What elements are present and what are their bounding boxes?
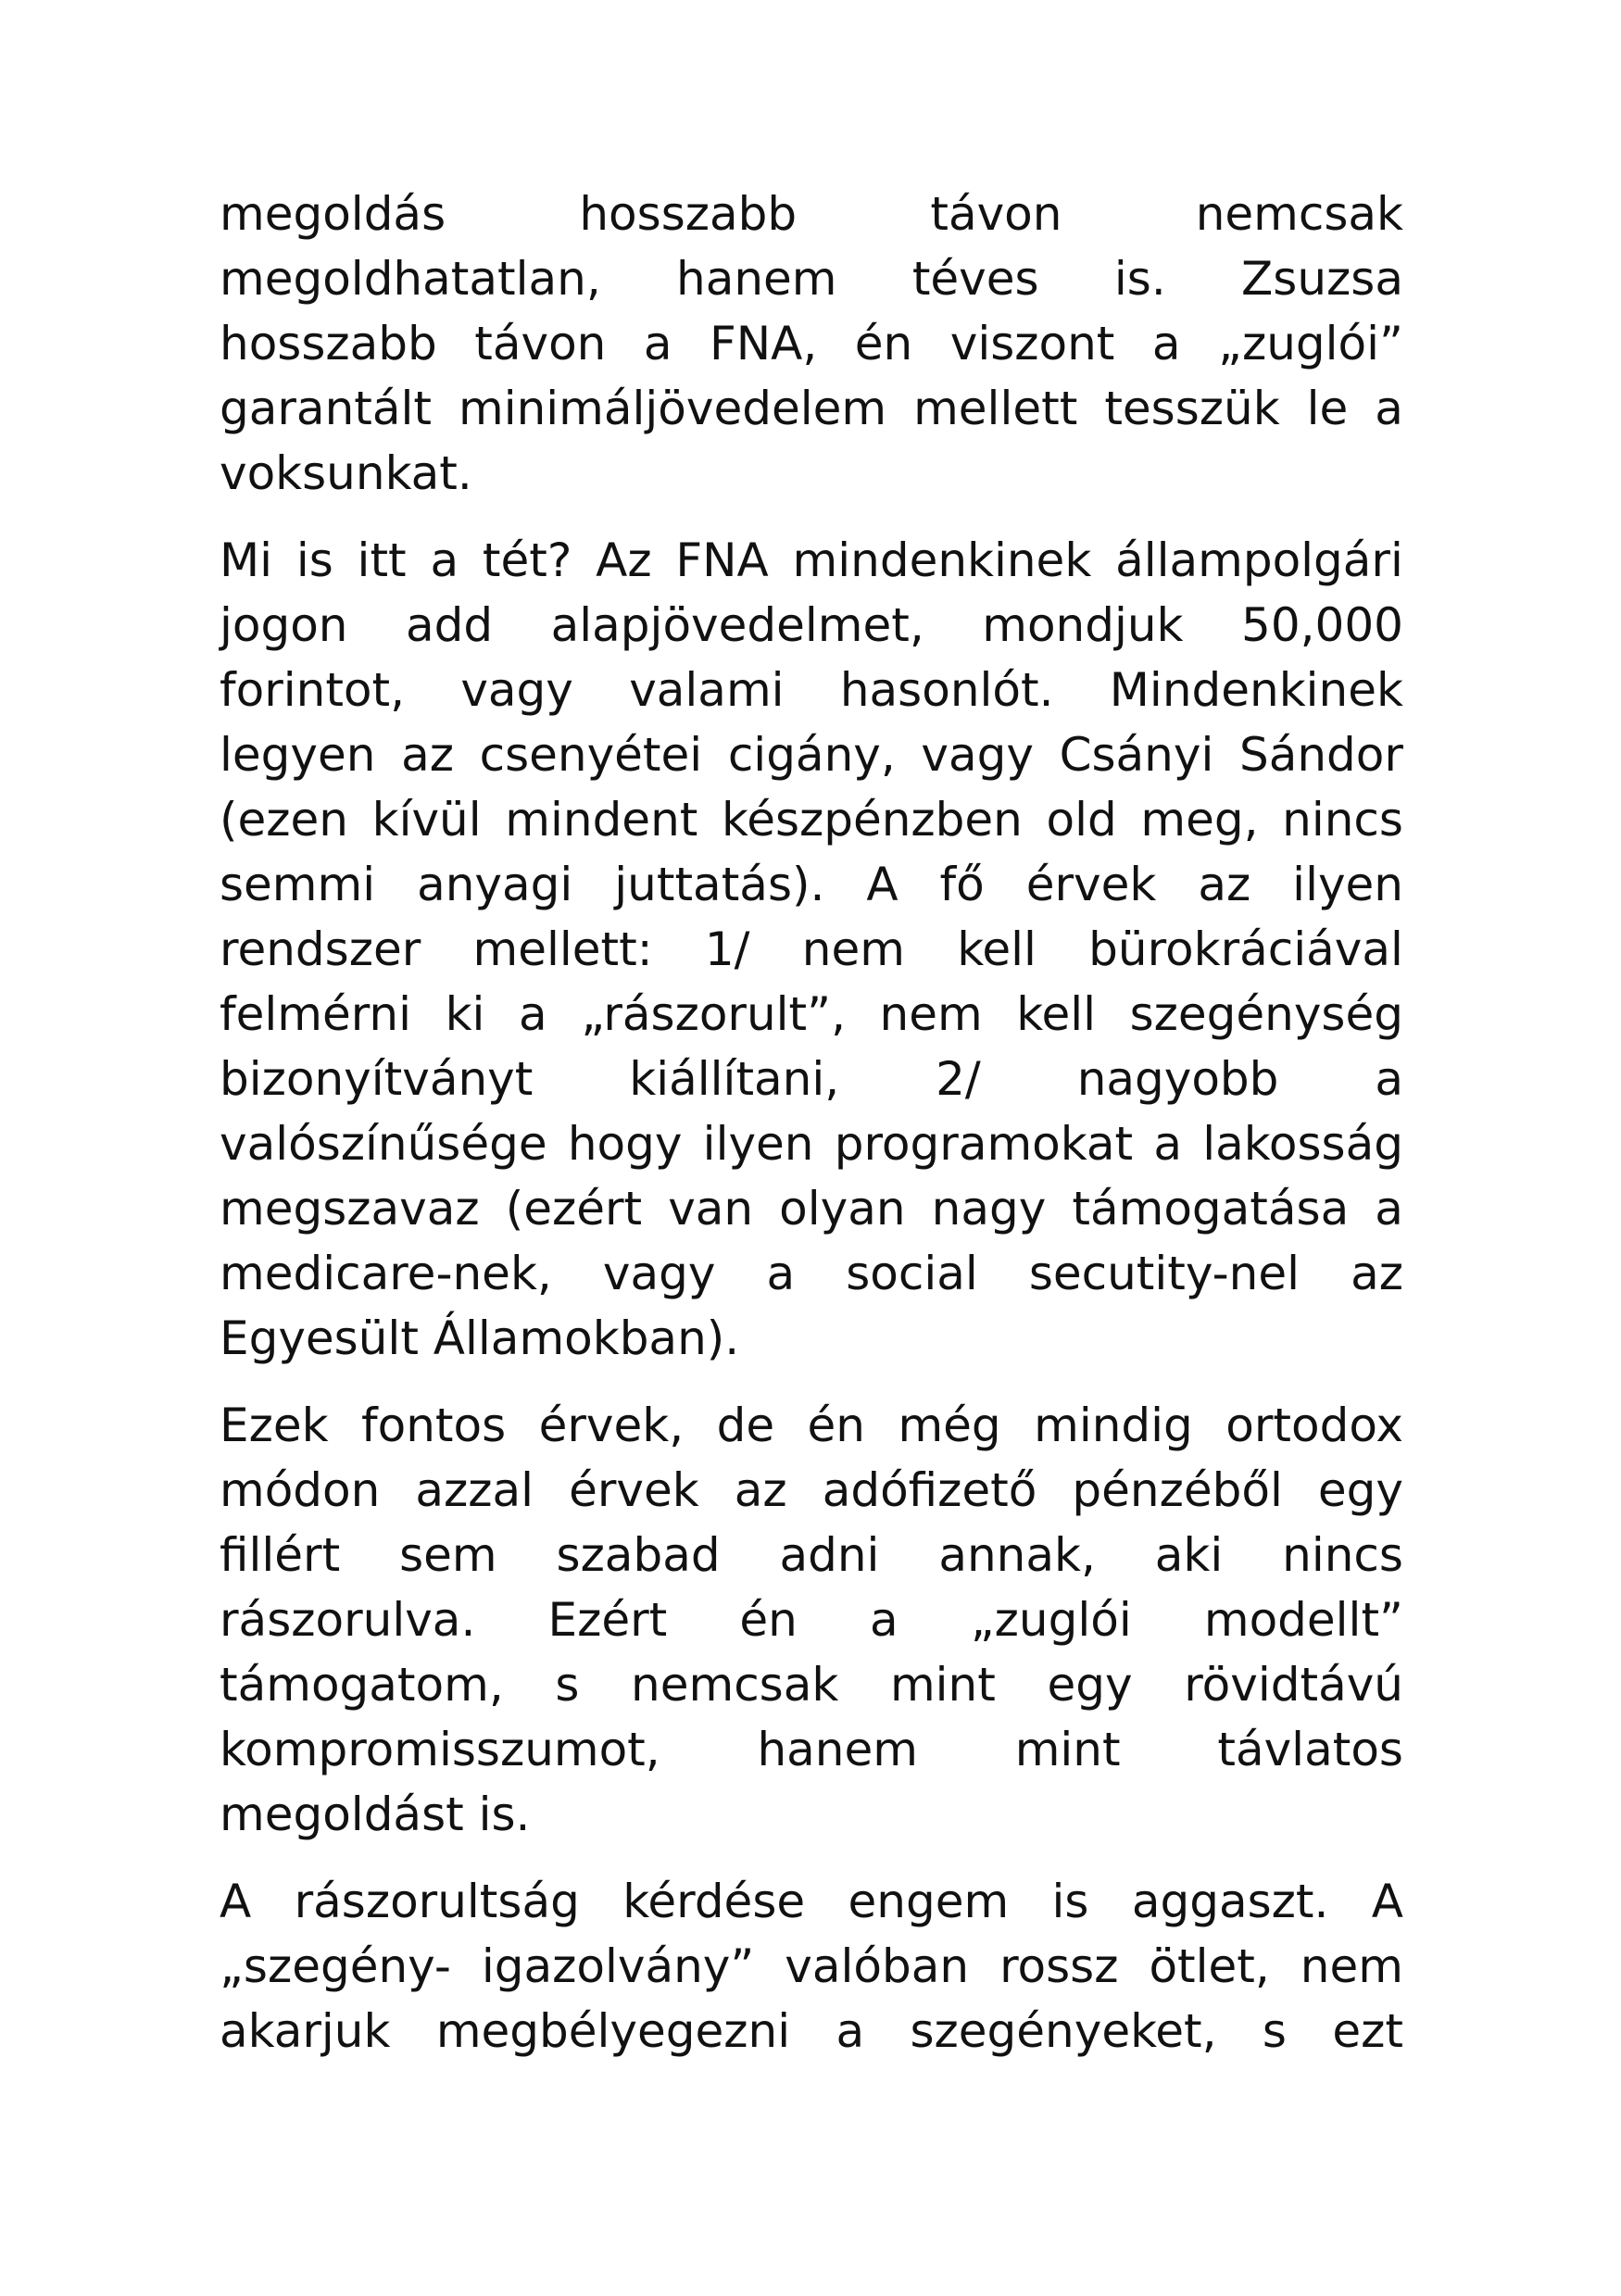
text-line <box>220 1047 1403 1111</box>
word: rászorultság <box>294 1875 580 1928</box>
word: nem <box>879 987 983 1041</box>
text-line <box>220 787 1403 852</box>
word: hanem <box>676 252 837 306</box>
paragraph <box>220 1393 1403 1847</box>
word: mellett <box>913 382 1078 435</box>
word: Zsuzsa <box>1241 252 1403 306</box>
word: felmérni <box>220 987 411 1041</box>
word: alapjövedelmet, <box>550 598 924 652</box>
word: add <box>406 598 494 652</box>
text-line <box>220 593 1403 658</box>
word: érvek, <box>538 1399 685 1452</box>
word: 1/ <box>704 922 750 976</box>
word: pénzéből <box>1072 1463 1283 1517</box>
text-line <box>220 1241 1403 1306</box>
text-line <box>220 1869 1403 1934</box>
word: kell <box>1016 987 1097 1041</box>
word: FNA <box>675 533 769 587</box>
word: csenyétei <box>479 728 703 782</box>
word: megoldás <box>220 187 446 241</box>
word: is. <box>1113 252 1166 306</box>
text-line <box>220 528 1403 593</box>
text-line <box>220 1652 1403 1717</box>
word: Sándor <box>1238 728 1403 782</box>
word: nem <box>1300 1939 1403 1993</box>
word: rossz <box>999 1939 1119 1993</box>
text-line <box>220 246 1403 311</box>
word: 50,000 <box>1241 598 1403 652</box>
word: engem <box>848 1875 1010 1928</box>
text-line <box>220 182 1403 246</box>
text-line <box>220 1176 1403 1241</box>
word: a <box>766 1247 796 1300</box>
text-line <box>220 1934 1403 1999</box>
text-line <box>220 1458 1403 1523</box>
paragraph <box>220 528 1403 1371</box>
word: secutity-nel <box>1028 1247 1300 1300</box>
word: megszavaz <box>220 1182 480 1236</box>
word: vagy <box>460 663 573 717</box>
word: mint <box>889 1658 996 1712</box>
word: kompromisszumot, <box>220 1723 660 1776</box>
word: nem <box>801 922 905 976</box>
word: ilyen <box>1292 858 1403 911</box>
word: a <box>643 317 672 370</box>
word: mondjuk <box>982 598 1184 652</box>
word: érvek <box>569 1463 699 1517</box>
paragraph <box>220 1869 1403 2064</box>
word: Ezért <box>547 1593 668 1647</box>
word: mint <box>1014 1723 1121 1776</box>
paragraph <box>220 182 1403 506</box>
word: tét? <box>482 533 572 587</box>
word: én <box>854 317 913 370</box>
text-line <box>220 1717 1403 1782</box>
word: itt <box>357 533 407 587</box>
word: olyan <box>779 1182 906 1236</box>
word: adni <box>779 1528 880 1582</box>
text-line <box>220 852 1403 917</box>
word: ezt <box>1332 2004 1403 2058</box>
word: a <box>1375 382 1403 435</box>
word: támogatása <box>1072 1182 1350 1236</box>
word: aki <box>1154 1528 1224 1582</box>
word: 2/ <box>936 1052 981 1106</box>
word: érvek <box>1025 858 1157 911</box>
word: rövidtávú <box>1184 1658 1403 1712</box>
word: viszont <box>949 317 1115 370</box>
word: megbélyegezni <box>435 2004 791 2058</box>
word: A <box>220 1875 252 1928</box>
word: igazolvány” <box>481 1939 755 1993</box>
text-line <box>220 658 1403 722</box>
word: fillért <box>220 1528 341 1582</box>
text-line <box>220 1587 1403 1652</box>
word: Az <box>596 533 652 587</box>
word: legyen <box>220 728 376 782</box>
word: is <box>295 533 333 587</box>
word: a <box>1153 1117 1182 1171</box>
word: fontos <box>361 1399 507 1452</box>
word: vagy <box>921 728 1034 782</box>
word: semmi <box>220 858 376 911</box>
word: kiállítani, <box>629 1052 840 1106</box>
word: távlatos <box>1217 1723 1403 1776</box>
word: cigány, <box>727 728 896 782</box>
word: ötlet, <box>1149 1939 1270 1993</box>
word: „zuglói <box>970 1593 1132 1647</box>
word: kell <box>957 922 1037 976</box>
word: Ezek <box>220 1399 329 1452</box>
word: aggaszt. <box>1131 1875 1329 1928</box>
word: hasonlót. <box>839 663 1054 717</box>
word: hosszabb <box>579 187 798 241</box>
word: egy <box>1047 1658 1133 1712</box>
word: social <box>846 1247 978 1300</box>
word: vagy <box>602 1247 716 1300</box>
word: az <box>734 1463 787 1517</box>
word: s <box>555 1658 580 1712</box>
word: a <box>519 987 547 1041</box>
word: én <box>807 1399 865 1452</box>
word: fő <box>939 858 985 911</box>
word: meg, <box>1140 793 1259 847</box>
word: van <box>668 1182 754 1236</box>
word: s <box>1262 2004 1287 2058</box>
word: támogatom, <box>220 1658 504 1712</box>
word: bizonyítványt <box>220 1052 534 1106</box>
word: azzal <box>415 1463 534 1517</box>
word: old <box>1046 793 1117 847</box>
word: kívül <box>371 793 482 847</box>
word: a <box>1151 317 1181 370</box>
word: juttatás). <box>614 858 825 911</box>
word: de <box>716 1399 775 1452</box>
word: ortodox <box>1225 1399 1403 1452</box>
word: valóban <box>785 1939 970 1993</box>
word: Mindenkinek <box>1109 663 1403 717</box>
word: bürokráciával <box>1088 922 1403 976</box>
text-line <box>220 1523 1403 1587</box>
body-text <box>220 182 1403 2086</box>
word: le <box>1306 382 1349 435</box>
word: ki <box>445 987 485 1041</box>
word: lakosság <box>1202 1117 1403 1171</box>
word: hanem <box>757 1723 918 1776</box>
word: rendszer <box>220 922 421 976</box>
word: nemcsak <box>631 1658 839 1712</box>
word: egy <box>1317 1463 1403 1517</box>
word: forintot, <box>220 663 406 717</box>
text-line <box>220 982 1403 1047</box>
word: modellt” <box>1203 1593 1403 1647</box>
text-line <box>220 1999 1403 2064</box>
word: sem <box>399 1528 497 1582</box>
word: kérdése <box>622 1875 806 1928</box>
word: medicare-nek, <box>220 1247 552 1300</box>
word: téves <box>911 252 1039 306</box>
word: távon <box>474 317 607 370</box>
word: anyagi <box>417 858 573 911</box>
text-line <box>220 917 1403 982</box>
word: szegényeket, <box>910 2004 1217 2058</box>
word: rászorulva. <box>220 1593 476 1647</box>
word: Csányi <box>1059 728 1214 782</box>
word: (ezen <box>220 793 348 847</box>
text-line: Egyesült Államokban). <box>220 1311 740 1365</box>
word: a <box>1375 1182 1403 1236</box>
word: módon <box>220 1463 381 1517</box>
text-line <box>220 376 1403 441</box>
word: valószínűsége <box>220 1117 547 1171</box>
word: „rászorult”, <box>581 987 846 1041</box>
word: megoldhatatlan, <box>220 252 601 306</box>
word: annak, <box>938 1528 1096 1582</box>
word: „szegény- <box>220 1939 451 1993</box>
word: állampolgári <box>1115 533 1403 587</box>
word: mindent <box>505 793 698 847</box>
word: a <box>430 533 459 587</box>
word: garantált <box>220 382 433 435</box>
word: a <box>1375 1052 1403 1106</box>
word: a <box>836 2004 865 2058</box>
word: az <box>401 728 454 782</box>
word: szegénység <box>1129 987 1403 1041</box>
word: nincs <box>1282 793 1403 847</box>
word: nagy <box>931 1182 1047 1236</box>
word: az <box>1351 1247 1403 1300</box>
word: (ezért <box>505 1182 643 1236</box>
word: FNA, <box>710 317 818 370</box>
word: adófizető <box>822 1463 1037 1517</box>
word: én <box>739 1593 798 1647</box>
word: tesszük <box>1104 382 1280 435</box>
word: akarjuk <box>220 2004 391 2058</box>
word: szabad <box>556 1528 721 1582</box>
word: még <box>898 1399 1001 1452</box>
text-line <box>220 722 1403 787</box>
text-line: voksunkat. <box>220 446 472 500</box>
word: „zuglói” <box>1218 317 1403 370</box>
word: a <box>869 1593 898 1647</box>
word: is <box>1051 1875 1089 1928</box>
word: nincs <box>1282 1528 1403 1582</box>
word: nagyobb <box>1076 1052 1279 1106</box>
word: mellett: <box>472 922 653 976</box>
word: programokat <box>834 1117 1134 1171</box>
word: hogy <box>567 1117 683 1171</box>
word: jogon <box>220 598 348 652</box>
word: A <box>866 858 898 911</box>
word: hosszabb <box>220 317 437 370</box>
word: A <box>1371 1875 1403 1928</box>
word: mindenkinek <box>792 533 1092 587</box>
word: az <box>1198 858 1251 911</box>
text-line <box>220 1393 1403 1458</box>
word: minimáljövedelem <box>459 382 887 435</box>
text-line <box>220 1111 1403 1176</box>
text-line <box>220 311 1403 376</box>
word: távon <box>930 187 1062 241</box>
text-line: megoldást is. <box>220 1788 531 1841</box>
word: mindig <box>1034 1399 1193 1452</box>
word: valami <box>629 663 785 717</box>
word: nemcsak <box>1195 187 1403 241</box>
word: ilyen <box>702 1117 814 1171</box>
word: Mi <box>220 533 273 587</box>
word: készpénzben <box>722 793 1023 847</box>
